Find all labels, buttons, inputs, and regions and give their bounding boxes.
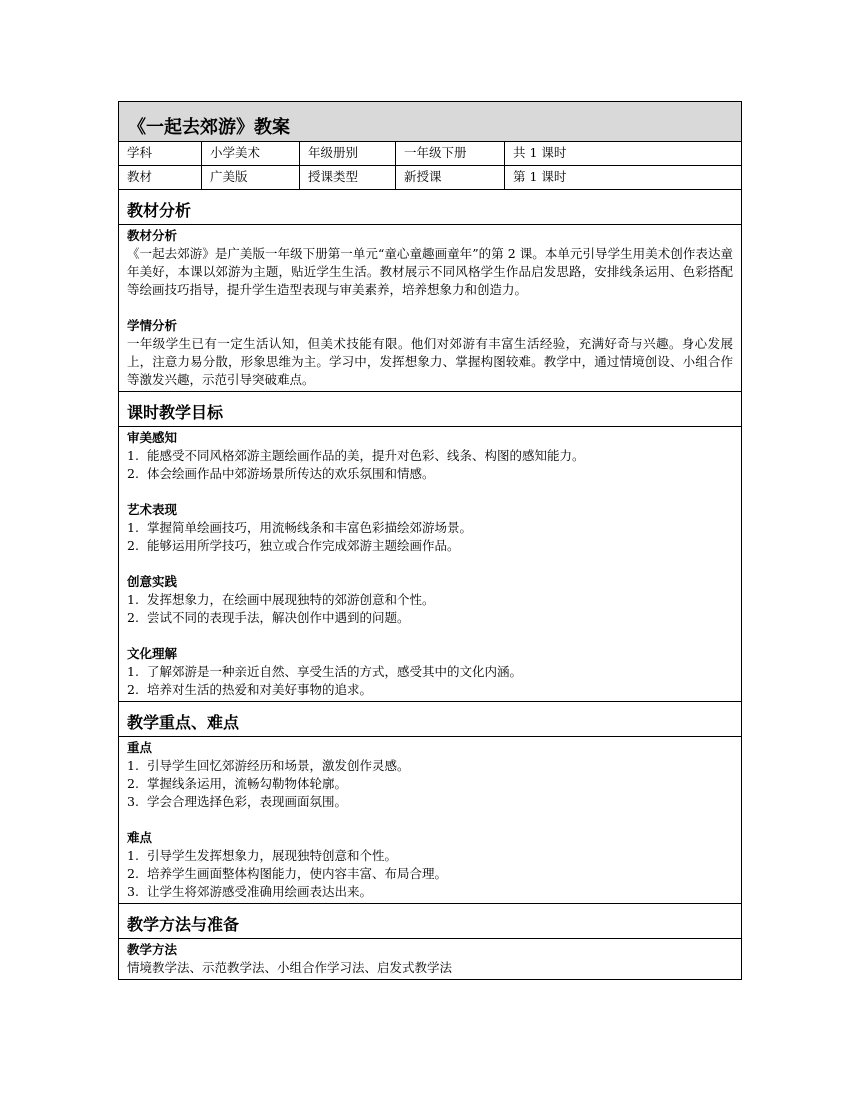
list-item: 1. 了解郊游是一种亲近自然、享受生活的方式，感受其中的文化内涵。 bbox=[127, 664, 523, 679]
info-cell: 新授课 bbox=[396, 166, 505, 189]
section-heading-material: 教材分析 bbox=[119, 190, 741, 225]
section-body-material bbox=[119, 225, 741, 392]
info-cell: 年级册别 bbox=[300, 142, 396, 165]
section-heading-keypoints: 教学重点、难点 bbox=[119, 702, 741, 737]
list-item: 1. 引导学生回忆郊游经历和场景，激发创作灵感。 bbox=[127, 758, 410, 773]
section-body-methods bbox=[119, 939, 741, 979]
info-cell: 小学美术 bbox=[202, 142, 300, 165]
section-body-keypoints bbox=[119, 737, 741, 904]
list-item: 2. 培养学生画面整体构图能力，使内容丰富、布局合理。 bbox=[127, 866, 448, 881]
lesson-plan-document bbox=[118, 101, 742, 980]
info-cell: 授课类型 bbox=[300, 166, 396, 189]
info-cell: 教材 bbox=[119, 166, 202, 189]
paragraph: 情境教学法、示范教学法、小组合作学习法、启发式教学法 bbox=[127, 960, 453, 975]
info-cell: 共 1 课时 bbox=[513, 145, 567, 160]
list-item: 1. 能感受不同风格郊游主题绘画作品的美，提升对色彩、线条、构图的感知能力。 bbox=[127, 448, 585, 463]
info-cell: 一年级下册 bbox=[396, 142, 505, 165]
section-heading-methods: 教学方法与准备 bbox=[119, 904, 741, 939]
paragraph: 一年级学生已有一定生活认知，但美术技能有限。他们对郊游有丰富生活经验，充满好奇与兴趣。身心发展上，注意力易分散，形象思维为主。学习中，发挥想象力、掌握构图较难。教学中，通过情境创设、小组合作等激发兴趣，示范引导突破难点。 bbox=[127, 336, 733, 387]
list-item: 2. 尝试不同的表现手法，解决创作中遇到的问题。 bbox=[127, 610, 410, 625]
subheading: 教材分析 bbox=[127, 228, 178, 243]
info-cell: 学科 bbox=[119, 142, 202, 165]
subheading: 难点 bbox=[127, 830, 153, 845]
subheading: 艺术表现 bbox=[127, 502, 178, 517]
subheading: 审美感知 bbox=[127, 430, 178, 445]
list-item: 2. 培养对生活的热爱和对美好事物的追求。 bbox=[127, 682, 373, 697]
subheading: 教学方法 bbox=[127, 942, 178, 957]
info-cell: 广美版 bbox=[202, 166, 300, 189]
list-item: 1. 发挥想象力，在绘画中展现独特的郊游创意和个性。 bbox=[127, 592, 435, 607]
list-item: 2. 能够运用所学技巧，独立或合作完成郊游主题绘画作品。 bbox=[127, 538, 460, 553]
list-item: 3. 学会合理选择色彩，表现画面氛围。 bbox=[127, 794, 348, 809]
list-item: 2. 掌握线条运用，流畅勾勒物体轮廓。 bbox=[127, 776, 348, 791]
subheading: 重点 bbox=[127, 740, 153, 755]
document-title: 《一起去郊游》教案 bbox=[128, 117, 290, 138]
list-item: 2. 体会绘画作品中郊游场景所传达的欢乐氛围和情感。 bbox=[127, 466, 435, 481]
subheading: 学情分析 bbox=[127, 318, 178, 333]
section-body-goals bbox=[119, 427, 741, 702]
list-item: 1. 引导学生发挥想象力，展现独特创意和个性。 bbox=[127, 848, 398, 863]
subheading: 文化理解 bbox=[127, 646, 178, 661]
list-item: 1. 掌握简单绘画技巧，用流畅线条和丰富色彩描绘郊游场景。 bbox=[127, 520, 473, 535]
subheading: 创意实践 bbox=[127, 574, 178, 589]
info-row-1 bbox=[119, 142, 741, 166]
paragraph: 《一起去郊游》是广美版一年级下册第一单元“童心童趣画童年”的第 2 课。本单元引导学生用美术创作表达童年美好，本课以郊游为主题，贴近学生生活。教材展示不同风格学生作品启发思路，安排线条运用、色彩搭配等绘画技巧指导，提升学生造型表现与审美素养，培养想象力和创造力。 bbox=[127, 246, 733, 297]
title-row bbox=[119, 102, 741, 142]
info-cell: 第 1 课时 bbox=[513, 169, 567, 184]
section-heading-goals: 课时教学目标 bbox=[119, 392, 741, 427]
list-item: 3. 让学生将郊游感受准确用绘画表达出来。 bbox=[127, 884, 373, 899]
info-row-2 bbox=[119, 166, 741, 190]
